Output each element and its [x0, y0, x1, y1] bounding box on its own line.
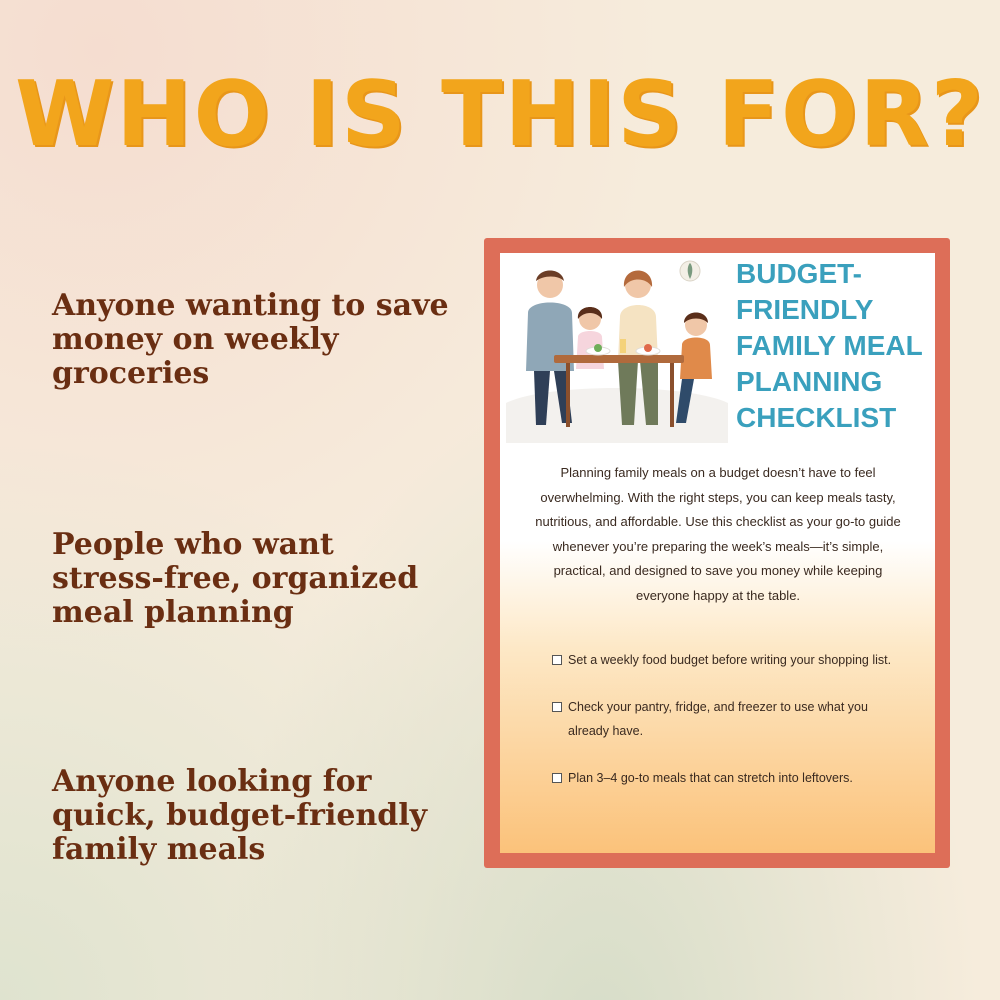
checkbox-icon[interactable]: [552, 773, 562, 783]
checklist-item: [552, 766, 892, 791]
card-intro-text: Planning family meals on a budget doesn’t have to feel overwhelming. With the right steps, you can keep meals tasty, nutritious, and affordable. Use this checklist as your go-to guide whenever you’re preparing the week’s meals—it’s simple, practical, and designed to save you money while keeping everyone happy at the table.: [535, 465, 901, 603]
card-title-line: CHECKLIST: [736, 402, 897, 433]
audience-item: Anyone wanting to save money on weekly groceries: [52, 288, 449, 391]
card-title-line: PLANNING: [736, 366, 883, 397]
card-title-line: FRIENDLY: [736, 294, 874, 325]
card-title: [736, 256, 936, 436]
checklist: [552, 648, 892, 790]
checklist-item-text: Plan 3–4 go-to meals that can stretch into leftovers.: [568, 770, 853, 785]
checkbox-icon[interactable]: [552, 655, 562, 665]
checklist-item: [552, 695, 892, 744]
page-headline: WHO IS THIS FOR?: [15, 62, 985, 167]
checklist-item: [552, 648, 892, 673]
checkbox-icon[interactable]: [552, 702, 562, 712]
checklist-item-text: Check your pantry, fridge, and freezer to use what you already have.: [568, 699, 868, 738]
checklist-item-text: Set a weekly food budget before writing your shopping list.: [568, 653, 892, 667]
audience-item: Anyone looking for quick, budget-friendly family meals: [52, 764, 428, 867]
card-title-line: BUDGET-: [736, 258, 862, 289]
card-title-line: FAMILY MEAL: [736, 330, 923, 361]
audience-item: People who want stress-free, organized meal planning: [52, 527, 419, 630]
family-dinner-illustration: [506, 253, 728, 443]
